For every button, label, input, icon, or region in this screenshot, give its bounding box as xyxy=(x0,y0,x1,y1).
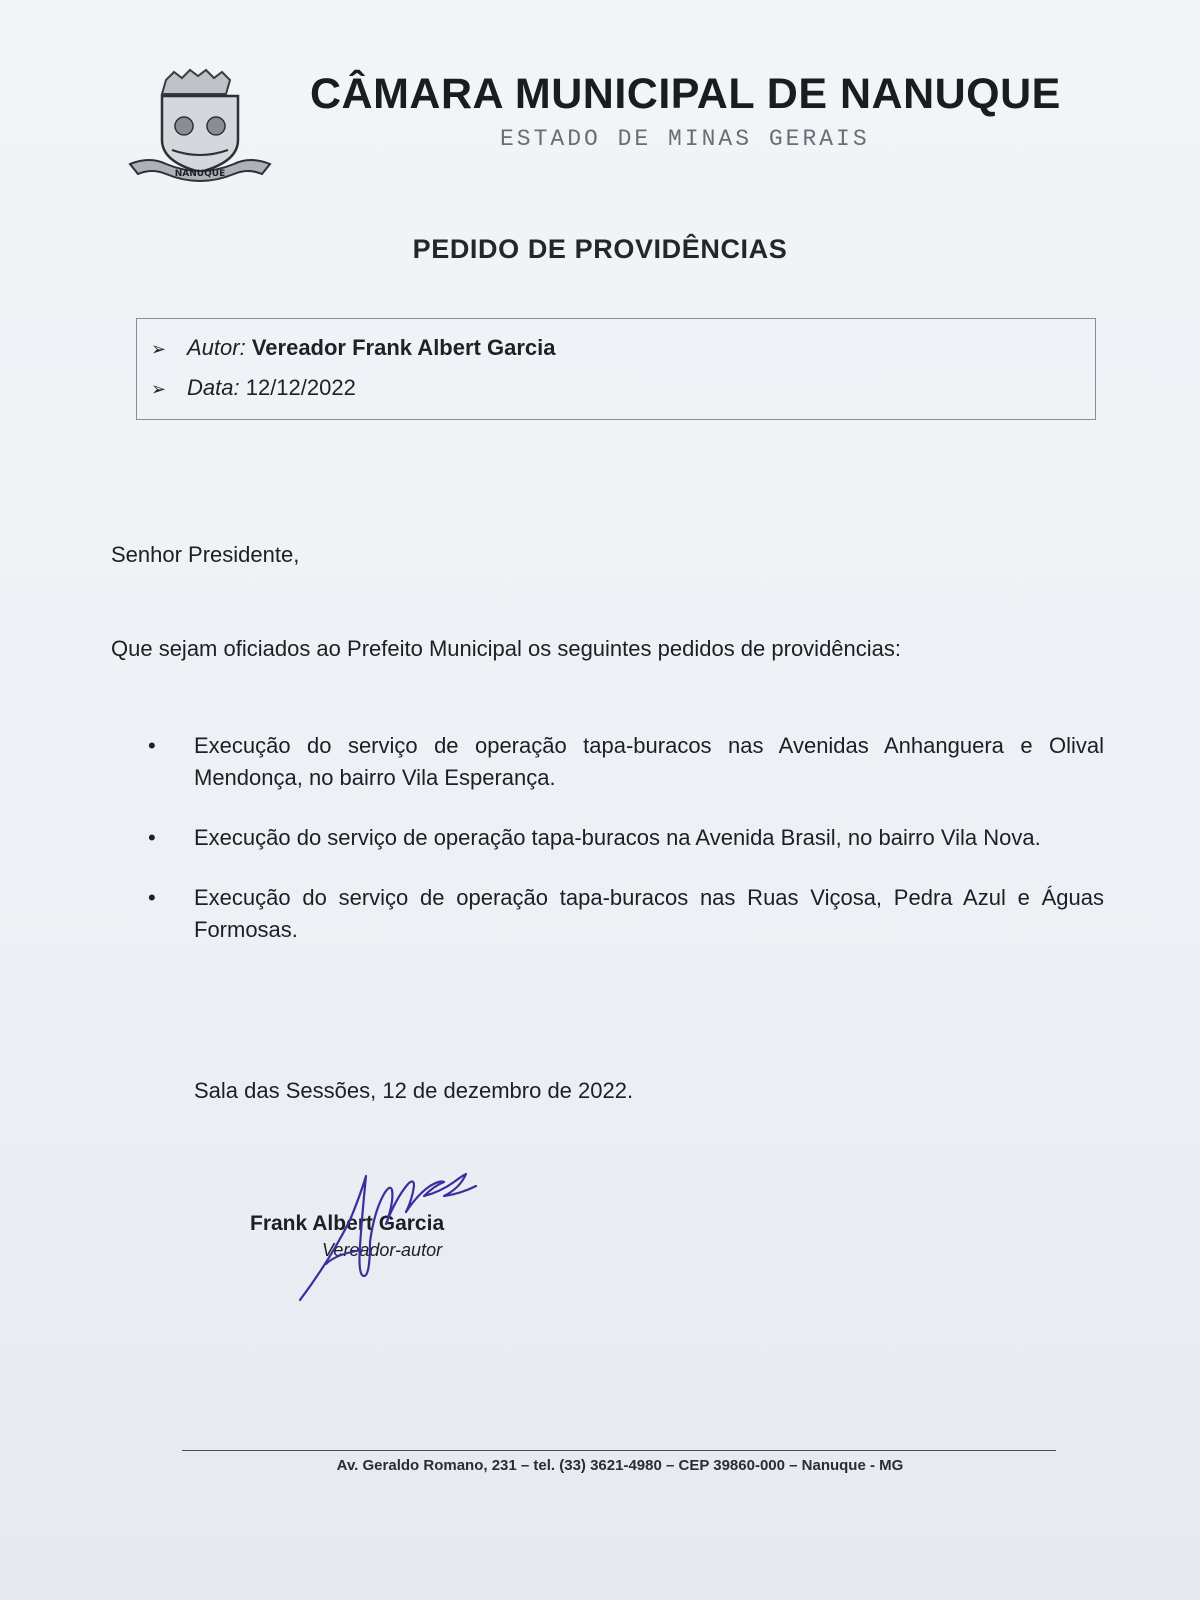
bullet-icon: • xyxy=(148,733,156,758)
signatory-name: Frank Albert Garcia xyxy=(250,1212,445,1235)
list-item xyxy=(148,882,1104,946)
document-title: PEDIDO DE PROVIDÊNCIAS xyxy=(412,234,788,264)
request-text: Execução do serviço de operação tapa-buracos nas Ruas Viçosa, Pedra Azul e Águas Formosas. xyxy=(194,885,1104,942)
arrow-bullet-icon: ➢ xyxy=(151,339,167,359)
request-text: Execução do serviço de operação tapa-buracos nas Avenidas Anhanguera e Olival Mendonça, no bairro Vila Esperança. xyxy=(194,733,1104,790)
date-value: 12/12/2022 xyxy=(245,375,356,400)
requests-list xyxy=(148,730,1104,974)
list-item xyxy=(148,822,1104,854)
footer-divider xyxy=(182,1450,1056,1451)
author-date-box xyxy=(136,318,1096,420)
crest-banner-text: NANUQUE xyxy=(174,169,226,179)
footer-address: Av. Geraldo Romano, 231 – tel. (33) 3621-4980 – CEP 39860-000 – Nanuque - MG xyxy=(336,1457,904,1474)
list-item xyxy=(148,730,1104,794)
author-label: Autor: xyxy=(187,335,246,360)
arrow-bullet-icon: ➢ xyxy=(151,379,167,399)
signatory-role: Vereador-autor xyxy=(322,1240,443,1260)
intro-paragraph: Que sejam oficiados ao Prefeito Municipal os seguintes pedidos de providências: xyxy=(111,636,902,661)
coat-of-arms-icon xyxy=(122,68,278,192)
date-row xyxy=(151,375,356,401)
author-row xyxy=(151,335,555,361)
organization-state: ESTADO DE MINAS GERAIS xyxy=(500,126,870,152)
closing-line: Sala das Sessões, 12 de dezembro de 2022. xyxy=(194,1078,634,1103)
salutation: Senhor Presidente, xyxy=(111,542,300,567)
handwritten-signature-icon xyxy=(290,1160,510,1310)
organization-name: CÂMARA MUNICIPAL DE NANUQUE xyxy=(310,70,1061,118)
request-text: Execução do serviço de operação tapa-buracos na Avenida Brasil, no bairro Vila Nova. xyxy=(194,825,1041,850)
date-label: Data: xyxy=(187,375,240,400)
bullet-icon: • xyxy=(148,825,156,850)
author-value: Vereador Frank Albert Garcia xyxy=(251,335,556,360)
bullet-icon: • xyxy=(148,885,156,910)
